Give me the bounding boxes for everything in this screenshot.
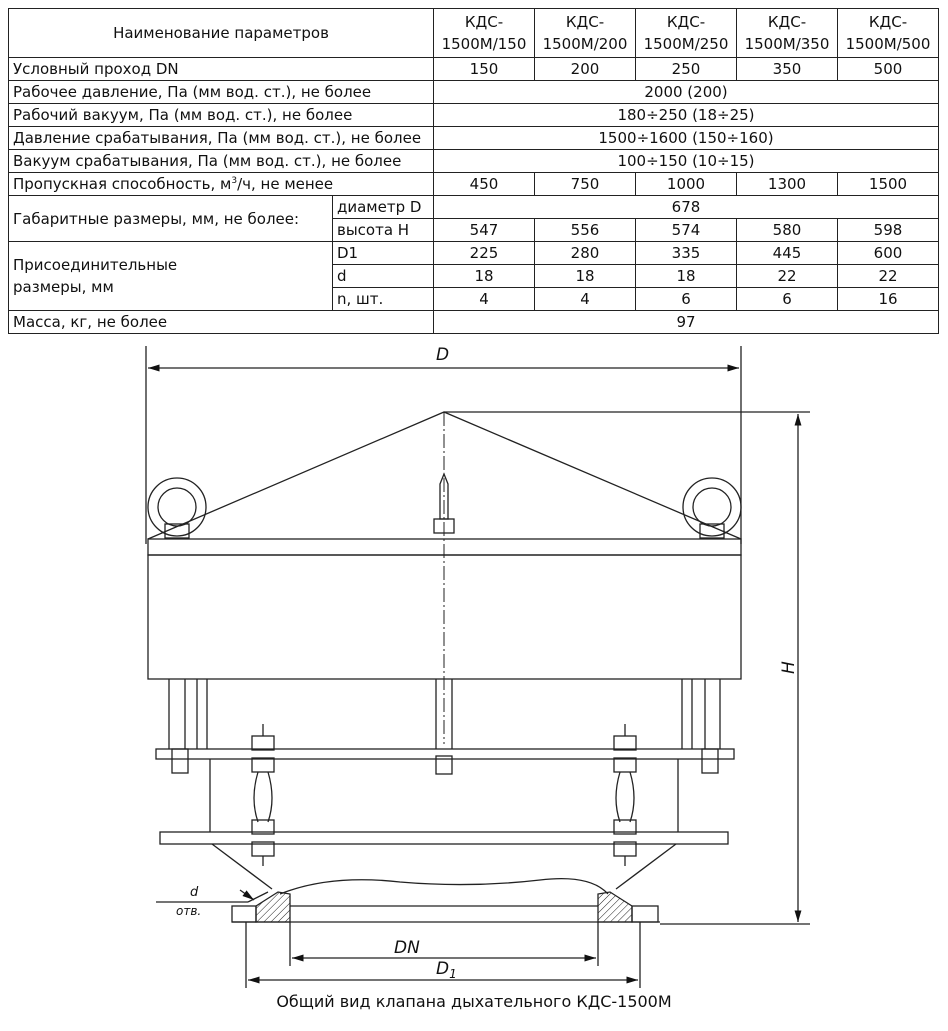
body-sides	[210, 759, 678, 832]
cell: 335	[636, 242, 737, 265]
cell: 4	[434, 288, 535, 311]
cell: 2000 (200)	[434, 81, 939, 104]
cell: 22	[737, 265, 838, 288]
label-h: H	[779, 661, 799, 674]
table-row-working-vacuum	[9, 104, 939, 127]
cell: 22	[838, 265, 939, 288]
model-header: КДС- 1500М/350	[737, 9, 838, 58]
lower-cone	[212, 844, 676, 894]
upper-housing	[148, 412, 741, 744]
sub-label: D1	[333, 242, 434, 265]
row-label: Условный проход DN	[9, 58, 434, 81]
cell: 450	[434, 173, 535, 196]
cell: 100÷150 (10÷15)	[434, 150, 939, 173]
cell: 180÷250 (18÷25)	[434, 104, 939, 127]
row-label: Давление срабатывания, Па (мм вод. ст.), не более	[9, 127, 434, 150]
cell: 225	[434, 242, 535, 265]
cell: 18	[636, 265, 737, 288]
label-dn: DN	[394, 938, 420, 958]
table-row-d1	[9, 242, 939, 265]
row-label: Рабочее давление, Па (мм вод. ст.), не более	[9, 81, 434, 104]
cell: 1500	[838, 173, 939, 196]
label-hole-d: d	[190, 885, 199, 900]
hole-leader	[156, 890, 268, 902]
bottom-flange	[232, 892, 660, 922]
cell: 598	[838, 219, 939, 242]
header-row	[9, 9, 939, 58]
cell: 16	[838, 288, 939, 311]
cell: 280	[535, 242, 636, 265]
cell: 4	[535, 288, 636, 311]
lifting-eye-left	[148, 478, 206, 538]
sub-label: диаметр D	[333, 196, 434, 219]
cell: 580	[737, 219, 838, 242]
table-row-trigger-vacuum	[9, 150, 939, 173]
model-header: КДС- 1500М/200	[535, 9, 636, 58]
cell: 574	[636, 219, 737, 242]
cell: 250	[636, 58, 737, 81]
cell: 97	[434, 311, 939, 334]
table-row-working-pressure	[9, 81, 939, 104]
label-d: D	[436, 345, 450, 365]
cell: 1500÷1600 (150÷160)	[434, 127, 939, 150]
cell: 1300	[737, 173, 838, 196]
row-label: Масса, кг, не более	[9, 311, 434, 334]
cell: 547	[434, 219, 535, 242]
cell: 200	[535, 58, 636, 81]
cell: 6	[636, 288, 737, 311]
cell: 18	[535, 265, 636, 288]
middle-plate	[156, 749, 734, 759]
model-header: КДС- 1500М/500	[838, 9, 939, 58]
sub-label: n, шт.	[333, 288, 434, 311]
row-label: Присоединительные размеры, мм	[9, 242, 333, 311]
cell: 150	[434, 58, 535, 81]
cell: 600	[838, 242, 939, 265]
drawing-caption: Общий вид клапана дыхательного КДС-1500М	[276, 992, 672, 1011]
table-row-dn	[9, 58, 939, 81]
cell: 556	[535, 219, 636, 242]
cell: 445	[737, 242, 838, 265]
valve-drawing	[0, 344, 948, 990]
row-label: Вакуум срабатывания, Па (мм вод. ст.), не более	[9, 150, 434, 173]
cell: 750	[535, 173, 636, 196]
row-label: Пропускная способность, $м^3/ч$, не менее	[9, 173, 434, 196]
table-row-throughput	[9, 173, 939, 196]
model-header: КДС- 1500М/150	[434, 9, 535, 58]
row-label: Габаритные размеры, мм, не более:	[9, 196, 333, 242]
cell: 1000	[636, 173, 737, 196]
label-hole-otv: отв.	[176, 904, 202, 918]
parameters-table	[8, 8, 939, 334]
label-d1: $D_1$	[436, 959, 457, 981]
cell: 18	[434, 265, 535, 288]
bolts-right	[614, 724, 636, 866]
dimension-h	[444, 412, 810, 924]
lifting-eye-right	[683, 478, 741, 538]
cell: 678	[434, 196, 939, 219]
cell: 6	[737, 288, 838, 311]
sub-label: высота H	[333, 219, 434, 242]
cell: 500	[838, 58, 939, 81]
model-header: КДС- 1500М/250	[636, 9, 737, 58]
lower-plate	[160, 832, 728, 844]
table-row-diameter	[9, 196, 939, 219]
row-label: Рабочий вакуум, Па (мм вод. ст.), не более	[9, 104, 434, 127]
table-row-mass	[9, 311, 939, 334]
bolts-left	[252, 724, 274, 866]
cell: 350	[737, 58, 838, 81]
sub-label: d	[333, 265, 434, 288]
header-param-cell: Наименование параметров	[9, 9, 434, 58]
table-row-trigger-pressure	[9, 127, 939, 150]
